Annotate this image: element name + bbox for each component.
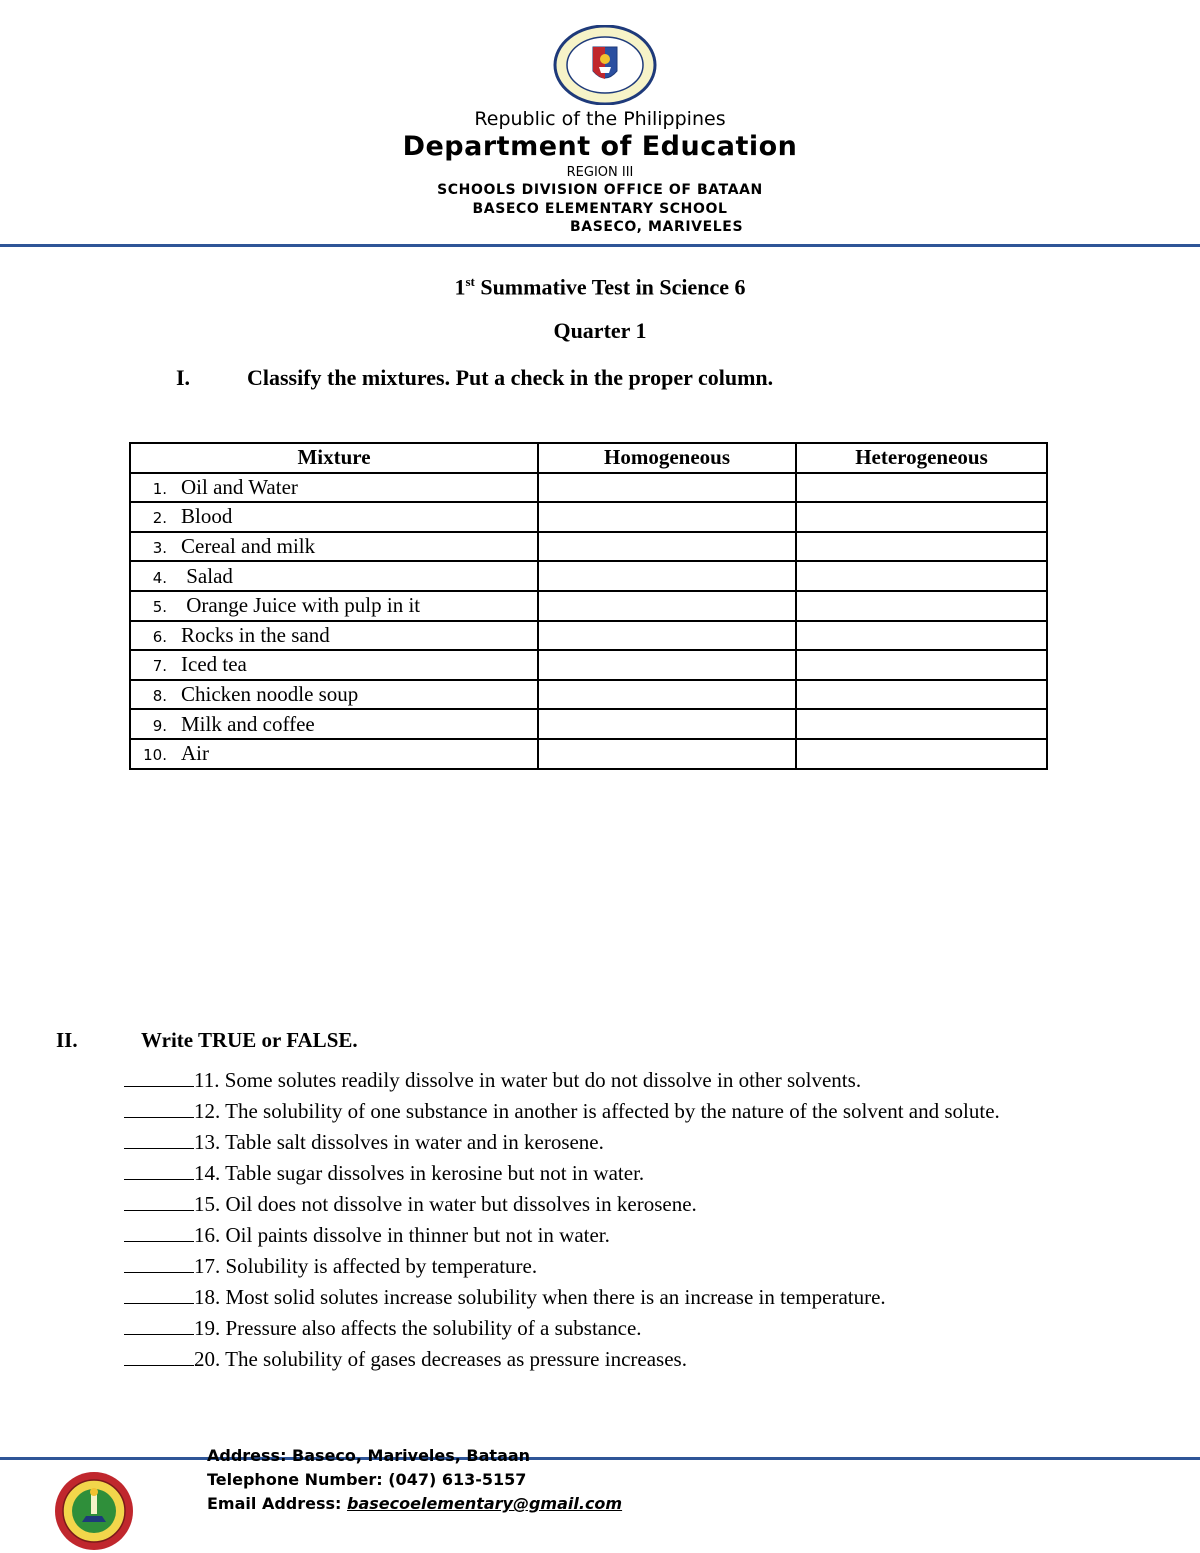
footer-telephone: Telephone Number: (047) 613-5157	[207, 1470, 527, 1489]
mixture-label: Milk and coffee	[181, 711, 315, 736]
statement-text: 19. Pressure also affects the solubility of a substance.	[194, 1316, 642, 1340]
true-false-item	[124, 1130, 604, 1155]
division-heading: SCHOOLS DIVISION OFFICE OF BATAAN	[437, 182, 763, 198]
answer-blank[interactable]	[124, 1161, 194, 1180]
deped-seal-logo	[553, 25, 657, 105]
mixture-label: Air	[181, 741, 209, 766]
mixture-cell	[130, 532, 538, 562]
row-number: 9.	[152, 716, 167, 735]
row-number: 3.	[152, 539, 167, 558]
true-false-item	[124, 1068, 861, 1093]
statement-text: 18. Most solid solutes increase solubility when there is an increase in temperature.	[194, 1285, 886, 1309]
answer-blank[interactable]	[124, 1347, 194, 1366]
section-1-number: I.	[176, 365, 191, 390]
table-row	[130, 680, 1047, 710]
statement-text: 20. The solubility of gases decreases as pressure increases.	[194, 1347, 687, 1371]
mixture-label: Blood	[181, 504, 233, 529]
test-title	[0, 274, 1200, 300]
statement-text: 15. Oil does not dissolve in water but dissolves in kerosene.	[194, 1192, 697, 1216]
answer-blank[interactable]	[124, 1192, 194, 1211]
answer-blank[interactable]	[124, 1254, 194, 1273]
heterogeneous-check-cell[interactable]	[796, 680, 1047, 710]
mixture-label: Chicken noodle soup	[181, 682, 359, 707]
row-number: 5.	[152, 598, 167, 617]
title-main: Summative Test in Science 6	[480, 274, 746, 300]
school-heading: BASECO ELEMENTARY SCHOOL	[472, 201, 728, 217]
mixture-cell	[130, 473, 538, 503]
homogeneous-check-cell[interactable]	[538, 739, 796, 769]
homogeneous-check-cell[interactable]	[538, 591, 796, 621]
statement-text: 13. Table salt dissolves in water and in kerosene.	[194, 1130, 604, 1154]
quarter-title: Quarter 1	[553, 318, 647, 343]
heterogeneous-check-cell[interactable]	[796, 532, 1047, 562]
mixture-table	[129, 442, 1048, 770]
mixture-cell	[130, 739, 538, 769]
homogeneous-check-cell[interactable]	[538, 532, 796, 562]
row-number: 4.	[152, 568, 167, 587]
homogeneous-check-cell[interactable]	[538, 561, 796, 591]
true-false-item	[124, 1254, 537, 1279]
header-divider	[0, 244, 1200, 247]
homogeneous-check-cell[interactable]	[538, 473, 796, 503]
footer-email-line	[207, 1494, 622, 1513]
section-1-instruction: Classify the mixtures. Put a check in the proper column.	[247, 365, 774, 390]
table-row	[130, 621, 1047, 651]
school-seal-logo	[48, 1470, 140, 1552]
statement-text: 14. Table sugar dissolves in kerosine but not in water.	[194, 1161, 645, 1185]
heterogeneous-check-cell[interactable]	[796, 650, 1047, 680]
row-number: 1.	[152, 479, 167, 498]
mixture-cell	[130, 650, 538, 680]
footer-address: Address: Baseco, Mariveles, Bataan	[207, 1446, 531, 1465]
table-row	[130, 473, 1047, 503]
answer-blank[interactable]	[124, 1068, 194, 1087]
republic-heading: Republic of the Philippines	[474, 108, 726, 130]
column-header-heterogeneous: Heterogeneous	[796, 443, 1047, 473]
mixture-cell	[130, 709, 538, 739]
section-2-number: II.	[56, 1028, 78, 1052]
row-number: 2.	[152, 509, 167, 528]
mixture-cell	[130, 561, 538, 591]
table-row	[130, 561, 1047, 591]
table-row	[130, 591, 1047, 621]
true-false-item	[124, 1099, 1000, 1124]
footer-divider	[0, 1457, 1200, 1460]
column-header-homogeneous: Homogeneous	[538, 443, 796, 473]
section-2-instruction: Write TRUE or FALSE.	[141, 1028, 358, 1052]
mixture-label: Rocks in the sand	[181, 622, 330, 647]
row-number: 8.	[152, 687, 167, 706]
mixture-cell	[130, 591, 538, 621]
mixture-label: Oil and Water	[181, 474, 298, 499]
title-ordinal: 1	[454, 274, 466, 300]
table-row	[130, 709, 1047, 739]
mixture-label: Cereal and milk	[181, 534, 316, 559]
true-false-item	[124, 1192, 697, 1217]
true-false-item	[124, 1223, 610, 1248]
answer-blank[interactable]	[124, 1099, 194, 1118]
mixture-label: Iced tea	[181, 652, 247, 677]
heterogeneous-check-cell[interactable]	[796, 621, 1047, 651]
title-ordinal-suffix: st	[465, 274, 475, 289]
table-row	[130, 532, 1047, 562]
table-row	[130, 502, 1047, 532]
answer-blank[interactable]	[124, 1130, 194, 1149]
row-number: 10.	[143, 746, 167, 765]
heterogeneous-check-cell[interactable]	[796, 709, 1047, 739]
homogeneous-check-cell[interactable]	[538, 502, 796, 532]
homogeneous-check-cell[interactable]	[538, 650, 796, 680]
true-false-item	[124, 1161, 644, 1186]
mixture-cell	[130, 680, 538, 710]
answer-blank[interactable]	[124, 1316, 194, 1335]
homogeneous-check-cell[interactable]	[538, 621, 796, 651]
school-location: BASECO, MARIVELES	[570, 219, 744, 235]
statement-text: 16. Oil paints dissolve in thinner but not in water.	[194, 1223, 610, 1247]
heterogeneous-check-cell[interactable]	[796, 591, 1047, 621]
heterogeneous-check-cell[interactable]	[796, 502, 1047, 532]
mixture-cell	[130, 621, 538, 651]
row-number: 7.	[152, 657, 167, 676]
department-heading: Department of Education	[402, 131, 798, 162]
statement-text: 11. Some solutes readily dissolve in water but do not dissolve in other solvents.	[194, 1068, 862, 1092]
heterogeneous-check-cell[interactable]	[796, 473, 1047, 503]
homogeneous-check-cell[interactable]	[538, 680, 796, 710]
row-number: 6.	[152, 627, 167, 646]
true-false-item	[124, 1316, 642, 1341]
statement-text: 12. The solubility of one substance in another is affected by the nature of the solvent and solute.	[194, 1099, 1000, 1123]
email-link[interactable]: basecoelementary@gmail.com	[347, 1494, 623, 1513]
table-row	[130, 739, 1047, 769]
true-false-item	[124, 1285, 886, 1310]
homogeneous-check-cell[interactable]	[538, 709, 796, 739]
column-header-mixture: Mixture	[130, 443, 538, 473]
heterogeneous-check-cell[interactable]	[796, 561, 1047, 591]
email-label: Email Address:	[207, 1494, 342, 1513]
region-heading: REGION III	[566, 165, 634, 180]
table-row	[130, 650, 1047, 680]
answer-blank[interactable]	[124, 1223, 194, 1242]
statement-text: 17. Solubility is affected by temperature.	[194, 1254, 538, 1278]
table-header-row	[130, 443, 1047, 473]
mixture-label: Salad	[181, 563, 233, 588]
answer-blank[interactable]	[124, 1285, 194, 1304]
mixture-label: Orange Juice with pulp in it	[181, 593, 421, 618]
true-false-item	[124, 1347, 687, 1372]
mixture-cell	[130, 502, 538, 532]
heterogeneous-check-cell[interactable]	[796, 739, 1047, 769]
